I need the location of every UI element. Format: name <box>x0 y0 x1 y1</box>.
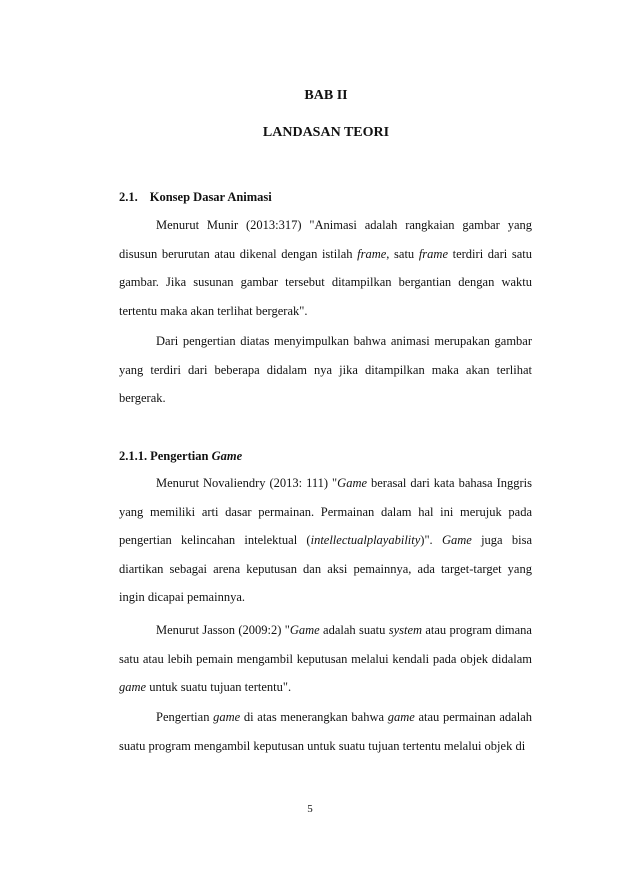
page-number: 5 <box>307 803 313 815</box>
paragraph-novaliendry <box>119 469 532 612</box>
text-run: )". <box>420 533 442 547</box>
text-run-italic: Game <box>289 623 320 637</box>
text-run-italic: frame <box>357 246 387 261</box>
text-run: terdiri dari satu gambar. Jika susunan gambar tersebut ditampilkan bergantian dengan waktu tertentu maka akan terlihat bergerak". <box>119 246 532 318</box>
text-run: Menurut Novaliendry (2013: 111) " <box>156 476 338 490</box>
paragraph-jasson <box>119 616 532 702</box>
text-run: Menurut Munir (2013:317) "Animasi adalah rangkaian gambar yang disusun berurutan atau dikenal dengan istilah <box>119 218 532 261</box>
section-title-italic: Game <box>211 449 243 463</box>
text-run: juga bisa diartikan sebagai arena keputusan dan aksi pemainnya, ada target-target yang ingin dicapai pemainnya. <box>119 533 532 604</box>
text-run: atau program dimana satu atau lebih pemain mengambil keputusan melalui kendali pada objek didalam <box>119 623 532 666</box>
text-run-italic: Game <box>441 533 472 547</box>
text-run-italic: game <box>387 710 415 724</box>
text-run: adalah suatu <box>319 623 389 637</box>
paragraph-game-definition <box>119 703 532 760</box>
text-run: berasal dari kata bahasa Inggris yang memiliki arti dasar permainan. Permainan dalam hal ini merujuk pada pengertian kelincahan intelektual ( <box>119 476 532 547</box>
text-run: atau permainan adalah suatu program mengambil keputusan untuk suatu tujuan tertentu melalui objek di <box>119 710 532 753</box>
section-number: 2.1.1. <box>119 449 148 463</box>
text-run: Pengertian <box>156 710 214 724</box>
text-run: Menurut Jasson (2009:2) " <box>156 623 290 637</box>
text-run: untuk suatu tujuan tertentu". <box>146 680 292 694</box>
text-run-italic: intellectualplayability <box>310 533 421 547</box>
text-run-italic: frame <box>418 246 448 261</box>
section-title: Pengertian <box>150 449 212 463</box>
section-heading-2-1 <box>119 189 272 205</box>
section-number: 2.1. <box>119 190 138 204</box>
chapter-title: BAB II <box>304 88 348 103</box>
section-heading-2-1-1 <box>119 448 242 464</box>
text-run-italic: Game <box>337 476 368 490</box>
text-run-italic: system <box>388 623 423 637</box>
text-run: , satu <box>386 246 419 261</box>
section-title: Konsep Dasar Animasi <box>149 190 272 204</box>
paragraph-animation-conclusion: Dari pengertian diatas menyimpulkan bahwa animasi merupakan gambar yang terdiri dari beberapa didalam nya jika ditampilkan maka akan terlihat bergerak. <box>119 334 532 405</box>
text-run-italic: game <box>119 680 147 694</box>
text-run-italic: game <box>213 710 241 724</box>
paragraph-munir <box>119 211 532 325</box>
chapter-subtitle: LANDASAN TEORI <box>262 125 390 140</box>
text-run: di atas menerangkan bahwa <box>240 710 388 724</box>
